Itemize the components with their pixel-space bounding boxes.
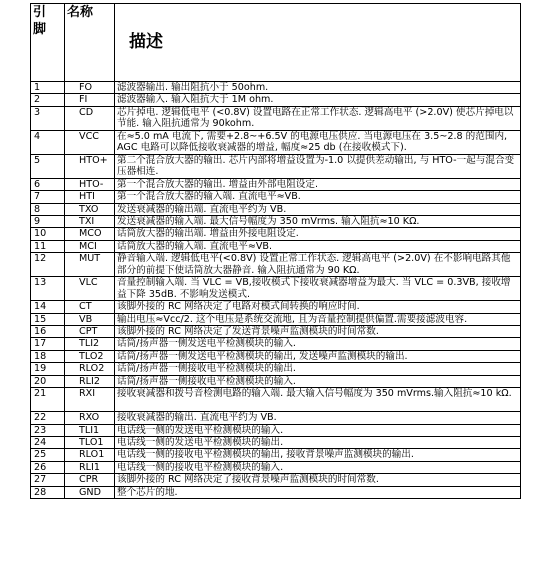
pin-number-cell: 16 [31,326,65,338]
pin-description-cell: 第一个混合放大器的输入端. 直流电平≈VB. [115,191,521,203]
pin-name-cell: RLI1 [65,461,115,473]
table-row [31,461,521,473]
pin-description-cell: 该脚外接的 RC 网络决定了发送背景噪声监测模块的时间常数. [115,326,521,338]
pin-description-cell: 在≈5.0 mA 电流下, 需要+2.8~+6.5V 的电源电压供应. 当电源电压在 3.5~2.8 的范围内, AGC 电路可以降低接收衰减器的增益, 幅度≈25 db (在接收模式下). [115,130,521,154]
pin-description-cell: 第二个混合放大器的输出. 芯片内部将增益设置为-1.0 以提供差动输出, 与 HTO-一起与混合变压器相连. [115,154,521,178]
pin-name-cell: VCC [65,130,115,154]
pin-name-cell: CD [65,106,115,130]
pin-name-cell: TLO1 [65,436,115,448]
pin-number-cell: 2 [31,94,65,106]
pin-number-cell: 25 [31,449,65,461]
pin-name-cell: MCI [65,240,115,252]
pin-number-cell: 8 [31,203,65,215]
pin-description-cell: 话筒放大器的输入端. 直流电平≈VB. [115,240,521,252]
pin-name-cell: RXO [65,412,115,424]
table-row [31,388,521,412]
table-row [31,424,521,436]
pin-name-cell: TXO [65,203,115,215]
header-pin: 引 脚 [31,4,65,82]
pin-name-cell: VLC [65,277,115,301]
pin-description-cell: 芯片掉电. 逻辑低电平 (<0.8V) 设置电路在正常工作状态. 逻辑高电平 (>2.0V) 使芯片掉电以节能. 输入阻抗通常为 90kohm. [115,106,521,130]
pin-name-cell: HTO+ [65,154,115,178]
pin-description-cell: 电话线一侧的接收电平检测模块的输入. [115,461,521,473]
table-row [31,106,521,130]
table-row [31,313,521,325]
pin-number-cell: 14 [31,301,65,313]
pin-name-cell: FO [65,82,115,94]
table-row [31,326,521,338]
pin-description-cell: 电话线一侧的发送电平检测模块的输出. [115,436,521,448]
pin-description-cell: 滤波器输入. 输入阻抗大于 1M ohm. [115,94,521,106]
pin-number-cell: 20 [31,375,65,387]
table-row [31,375,521,387]
table-header-row [31,4,521,82]
table-row [31,449,521,461]
pin-description-cell: 该脚外接的 RC 网络决定了接收背景噪声监测模块的时间常数. [115,474,521,486]
table-row [31,240,521,252]
pin-number-cell: 9 [31,216,65,228]
table-row [31,203,521,215]
table-row [31,350,521,362]
pin-description-cell: 电话线一侧的发送电平检测模块的输入. [115,424,521,436]
pin-description-cell: 整个芯片的地. [115,486,521,498]
table-row [31,191,521,203]
pin-name-cell: CPR [65,474,115,486]
pin-number-cell: 21 [31,388,65,412]
pin-number-cell: 17 [31,338,65,350]
pin-name-cell: RLO1 [65,449,115,461]
pin-number-cell: 24 [31,436,65,448]
table-row [31,412,521,424]
pin-name-cell: MUT [65,253,115,277]
pin-name-cell: HTO- [65,178,115,190]
pin-description-cell: 话筒/扬声器一侧接收电平检测模块的输出. [115,363,521,375]
pin-name-cell: RLI2 [65,375,115,387]
pin-name-cell: CPT [65,326,115,338]
pin-number-cell: 12 [31,253,65,277]
pin-name-cell: TLO2 [65,350,115,362]
pin-description-cell: 静音输入端. 逻辑低电平(<0.8V) 设置正常工作状态. 逻辑高电平 (>2.0V) 在不影响电路其他部分的前提下使话筒放大器静音. 输入阻抗通常为 90 KΩ. [115,253,521,277]
header-description: 描述 [115,4,521,82]
pin-number-cell: 19 [31,363,65,375]
pin-name-cell: MCO [65,228,115,240]
table-row [31,301,521,313]
pin-name-cell: RLO2 [65,363,115,375]
pin-description-cell: 话筒放大器的输出端. 增益由外接电阻设定. [115,228,521,240]
table-row [31,94,521,106]
pin-number-cell: 26 [31,461,65,473]
pin-description-cell: 滤波器输出. 输出阻抗小于 50ohm. [115,82,521,94]
pin-description-cell: 话筒/扬声器一侧发送电平检测模块的输出, 发送噪声监测模块的输出. [115,350,521,362]
pin-table-container [30,3,521,499]
pin-name-cell: VB [65,313,115,325]
pin-number-cell: 6 [31,178,65,190]
pin-description-cell: 接收衰减器和拨号音检测电路的输入端. 最大输入信号幅度为 350 mVrms.输入阻抗≈10 kΩ. [115,388,521,412]
table-row [31,253,521,277]
pin-description-cell: 该脚外接的 RC 网络决定了电路对模式间转换的响应时间. [115,301,521,313]
table-row [31,154,521,178]
pin-number-cell: 3 [31,106,65,130]
table-row [31,130,521,154]
pin-number-cell: 28 [31,486,65,498]
pin-number-cell: 4 [31,130,65,154]
pin-number-cell: 23 [31,424,65,436]
pin-number-cell: 18 [31,350,65,362]
table-row [31,228,521,240]
table-row [31,277,521,301]
pin-description-cell: 第一个混合放大器的输出. 增益由外部电阻设定. [115,178,521,190]
table-row [31,178,521,190]
pin-name-cell: RXI [65,388,115,412]
pin-name-cell: HTI [65,191,115,203]
table-row [31,216,521,228]
pin-number-cell: 27 [31,474,65,486]
pin-description-cell: 发送衰减器的输入端. 最大信号幅度为 350 mVrms. 输入阻抗≈10 KΩ. [115,216,521,228]
pin-number-cell: 10 [31,228,65,240]
table-body [31,82,521,499]
table-row [31,363,521,375]
table-row [31,338,521,350]
pin-description-cell: 音量控制输入端. 当 VLC = VB,接收模式下接收衰减器增益为最大. 当 VLC = 0.3VB, 接收增益下降 35dB. 不影响发送模式. [115,277,521,301]
pin-number-cell: 13 [31,277,65,301]
table-row [31,436,521,448]
pin-name-cell: FI [65,94,115,106]
pin-number-cell: 11 [31,240,65,252]
pin-number-cell: 7 [31,191,65,203]
pin-number-cell: 15 [31,313,65,325]
pin-description-table [30,3,521,499]
pin-name-cell: TLI1 [65,424,115,436]
pin-description-cell: 电话线一侧的接收电平检测模块的输出, 接收背景噪声监测模块的输出. [115,449,521,461]
pin-number-cell: 1 [31,82,65,94]
pin-name-cell: GND [65,486,115,498]
pin-number-cell: 5 [31,154,65,178]
pin-description-cell: 发送衰减器的输出端. 直流电平约为 VB. [115,203,521,215]
table-row [31,474,521,486]
pin-description-cell: 话筒/扬声器一侧发送电平检测模块的输入. [115,338,521,350]
table-row [31,486,521,498]
pin-name-cell: CT [65,301,115,313]
pin-description-cell: 话筒/扬声器一侧接收电平检测模块的输入. [115,375,521,387]
header-name: 名称 [65,4,115,82]
pin-description-cell: 接收衰减器的输出. 直流电平约为 VB. [115,412,521,424]
pin-number-cell: 22 [31,412,65,424]
pin-name-cell: TLI2 [65,338,115,350]
table-row [31,82,521,94]
pin-name-cell: TXI [65,216,115,228]
pin-description-cell: 输出电压≈Vcc/2. 这个电压是系统交流地, 且为音量控制提供偏置.需要接滤波电容. [115,313,521,325]
